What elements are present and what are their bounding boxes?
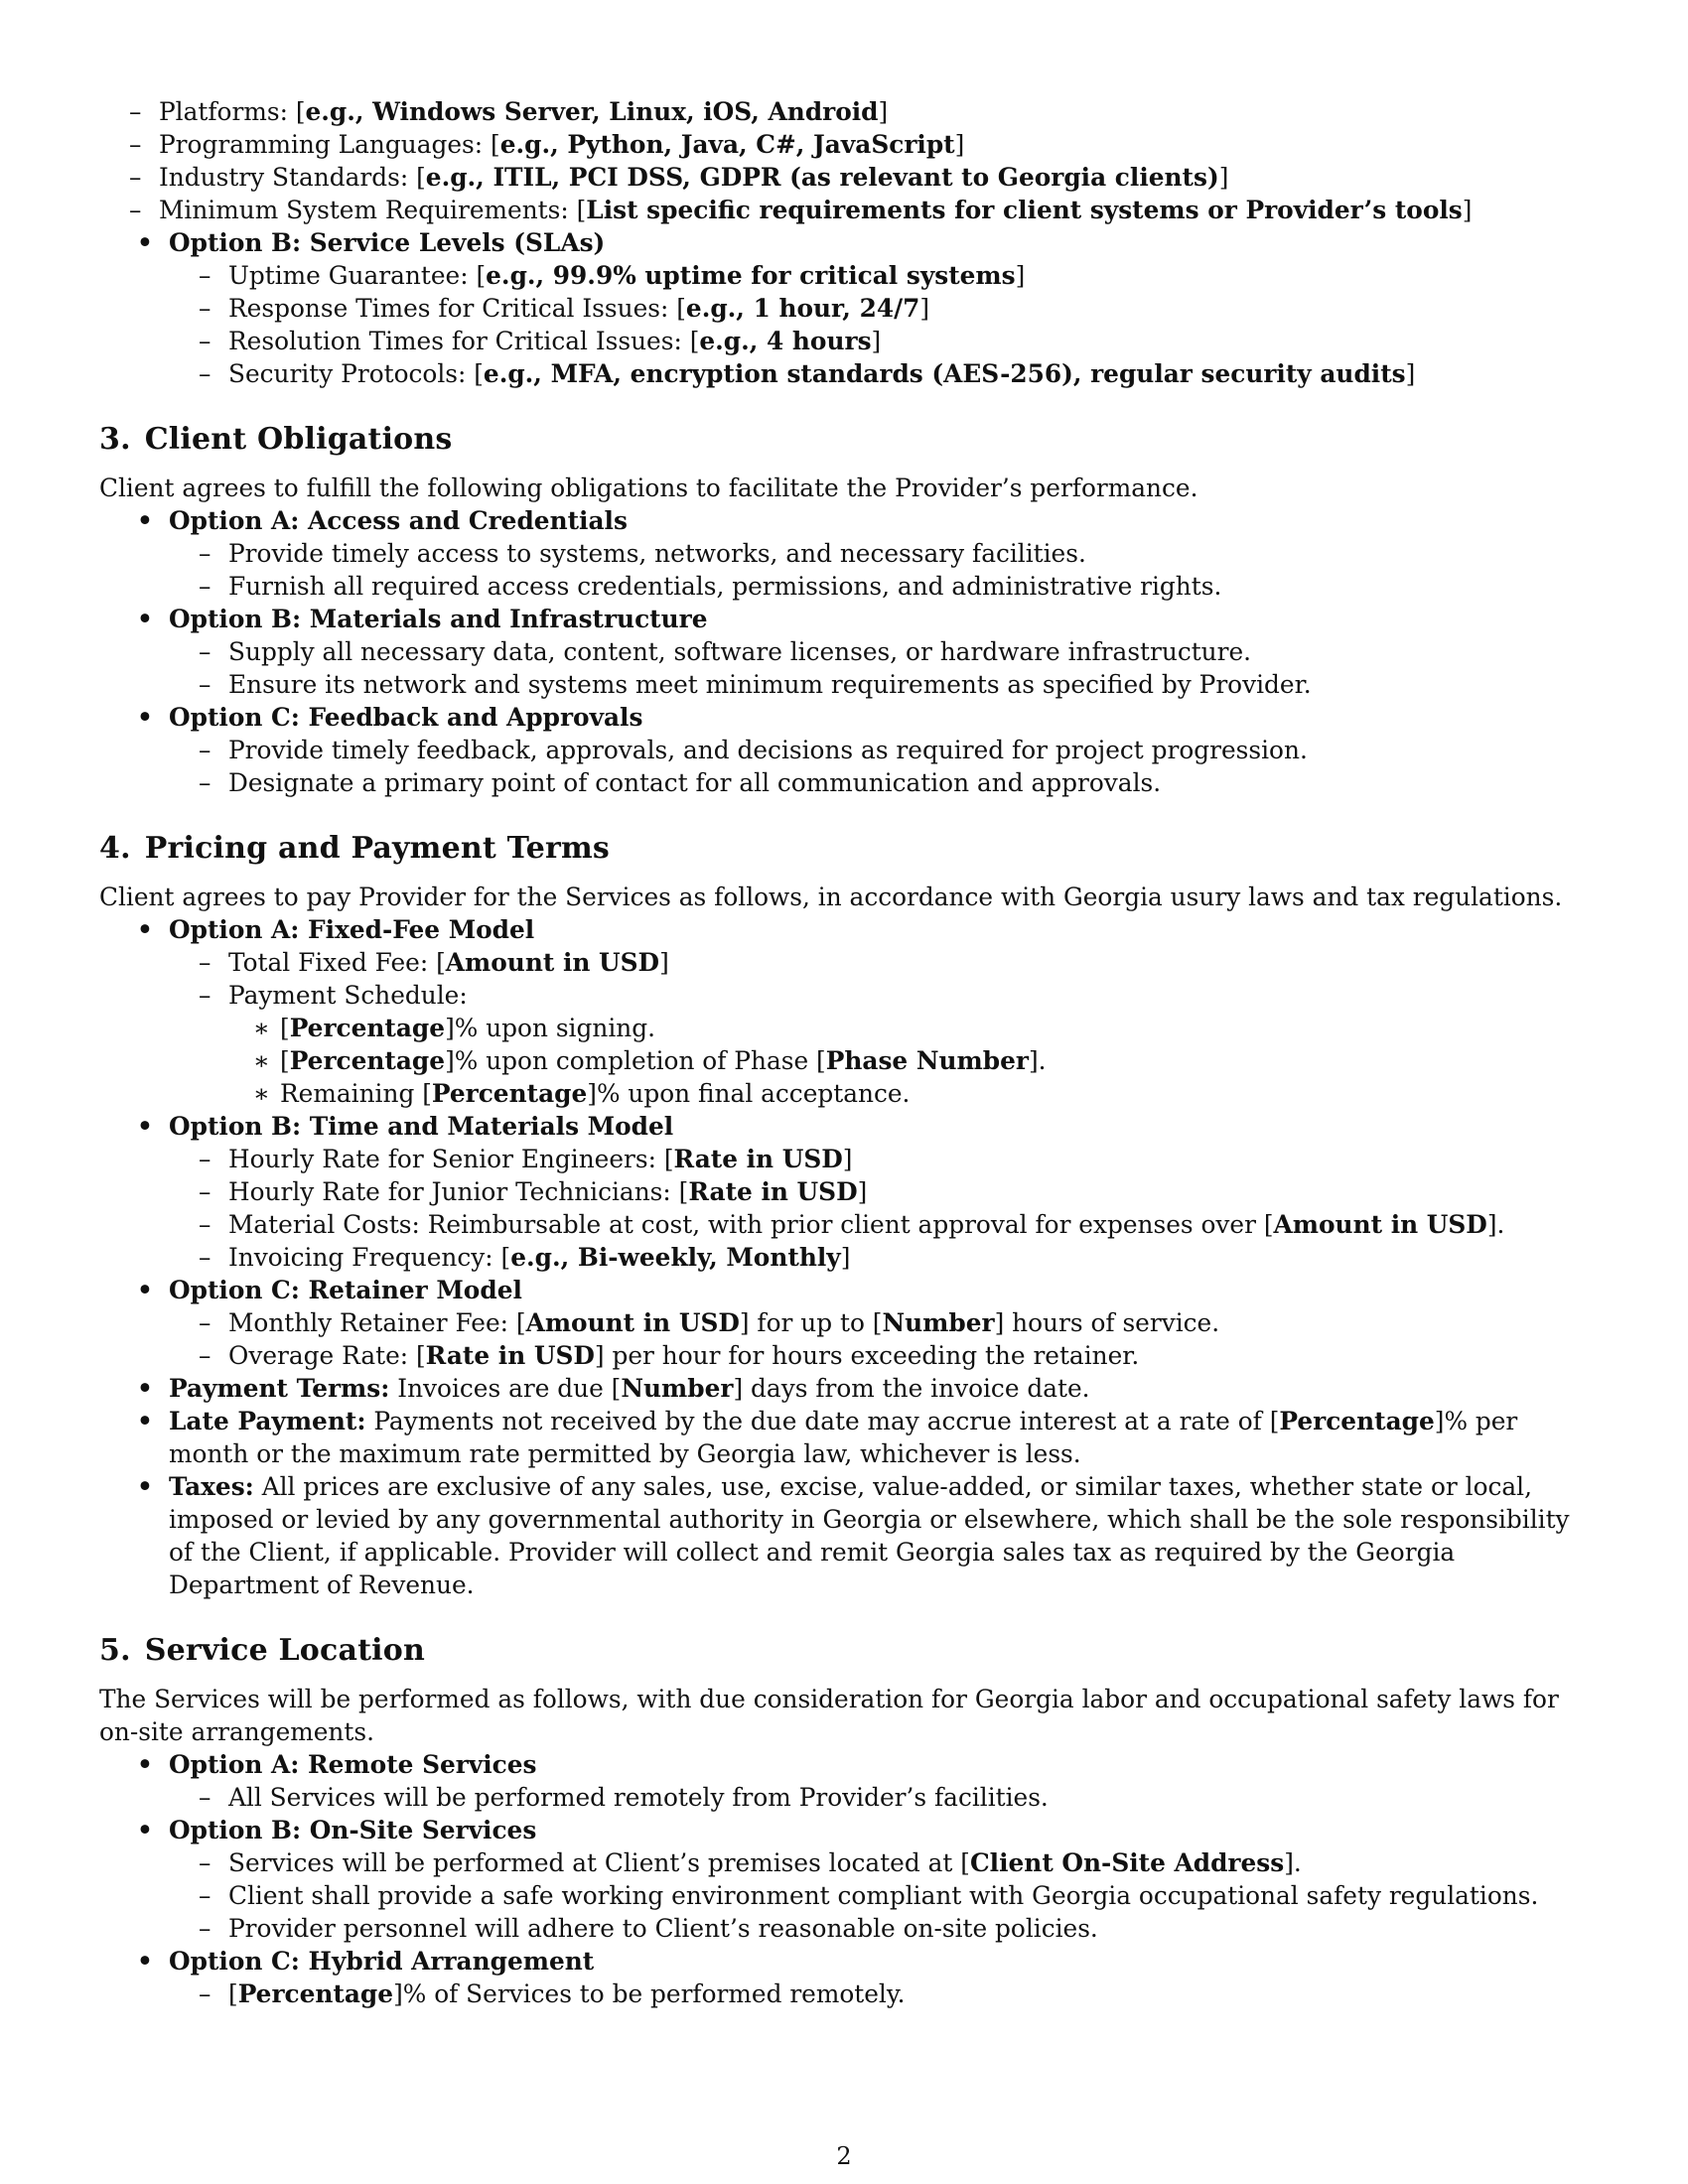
list-item: ∗ [Percentage]% upon signing.	[253, 1014, 655, 1042]
page-number: 2	[836, 2142, 852, 2170]
list-item: – Provide timely access to systems, networks, and necessary facilities.	[199, 539, 1086, 568]
option-item: • Option B: Service Levels (SLAs) – Uptime Guarantee: [e.g., 99.9% uptime for critical systems] – Response Times for Critical Issues: [e.g., 1 hour, 24/7] – Resolution Times for Critical Issues: [e.g., 4 hours] – Security Protocols: [e.g., MFA, encryption standards (AES-256), regular security audits]	[99, 226, 1591, 390]
list-item: – Overage Rate: [Rate in USD] per hour for hours exceeding the retainer.	[199, 1341, 1140, 1370]
list-item: – Resolution Times for Critical Issues: [e.g., 4 hours]	[199, 327, 882, 355]
list-item: – Provide timely feedback, approvals, and decisions as required for project progression.	[199, 736, 1308, 764]
section-client-obligations	[99, 420, 1591, 799]
section-intro: Client agrees to fulfill the following obligations to facilitate the Provider’s performance.	[99, 474, 1198, 502]
list-item: – Hourly Rate for Junior Technicians: [Rate in USD]	[199, 1177, 868, 1206]
list-item: – [Percentage]% of Services to be performed remotely.	[199, 1979, 906, 2008]
option-item: • Option B: On-Site Services – Services will be performed at Client’s premises located at [Client On-Site Address]. – Client shall provide a safe working environment compliant with Georgia occupational safety regulations. – Provider personnel will adhere to Client’s reasonable on-site policies.	[99, 1814, 1591, 1945]
option-item: • Option A: Fixed-Fee Model – Total Fixed Fee: [Amount in USD] – Payment Schedule: ∗ [Percentage]% upon signing. ∗ [Percentage]% upon completion of Phase [Phase Number]. ∗ Remaining [Percentage]% upon final acceptance.	[99, 913, 1591, 1110]
list-item: ∗ [Percentage]% upon completion of Phase [Phase Number].	[253, 1046, 1047, 1075]
list-item: – Client shall provide a safe working environment compliant with Georgia occupational safety regulations.	[199, 1881, 1539, 1910]
list-item: – Hourly Rate for Senior Engineers: [Rate in USD]	[199, 1145, 853, 1173]
list-item: – Material Costs: Reimbursable at cost, with prior client approval for expenses over [Amount in USD].	[199, 1210, 1505, 1239]
section-heading: 4. Pricing and Payment Terms	[99, 831, 611, 866]
list-item: – Response Times for Critical Issues: [e.g., 1 hour, 24/7]	[199, 294, 930, 323]
list-item: ∗ Remaining [Percentage]% upon final acceptance.	[253, 1079, 911, 1108]
option-item: • Option A: Remote Services – All Services will be performed remotely from Provider’s facilities.	[99, 1748, 1591, 1814]
option-item: • Option C: Retainer Model – Monthly Retainer Fee: [Amount in USD] for up to [Number] hours of service. – Overage Rate: [Rate in USD] per hour for hours exceeding the retainer.	[99, 1274, 1591, 1372]
section-pricing	[99, 829, 1591, 1601]
payment-terms-item: • Payment Terms: Invoices are due [Number] days from the invoice date.	[137, 1374, 1090, 1403]
list-item: – Programming Languages: [e.g., Python, Java, C#, JavaScript]	[129, 130, 965, 159]
late-payment-item: • Late Payment: Payments not received by the due date may accrue interest at a rate of [Percentage]% per month or the maximum rate permitted by Georgia law, whichever is less.	[137, 1407, 1518, 1468]
list-item: – Platforms: [e.g., Windows Server, Linux, iOS, Android]	[129, 97, 889, 126]
option-item: • Option A: Access and Credentials – Provide timely access to systems, networks, and necessary facilities. – Furnish all required access credentials, permissions, and administrative rights.	[99, 504, 1591, 603]
section-intro: The Services will be performed as follows, with due consideration for Georgia labor and occupational safety laws for on-site arrangements.	[99, 1685, 1559, 1746]
list-item: – Invoicing Frequency: [e.g., Bi-weekly, Monthly]	[199, 1243, 851, 1272]
taxes-item: • Taxes: All prices are exclusive of any sales, use, excise, value-added, or similar taxes, whether state or local, imposed or levied by any governmental authority in Georgia or elsewhere, which shall be the sole responsibility of the Client, if applicable. Provider will collect and remit Georgia sales tax as required by the Georgia Department of Revenue.	[137, 1472, 1570, 1599]
option-item: • Option B: Materials and Infrastructure – Supply all necessary data, content, software licenses, or hardware infrastructure. – Ensure its network and systems meet minimum requirements as specified by Provider.	[99, 603, 1591, 701]
list-item: – Total Fixed Fee: [Amount in USD]	[199, 948, 669, 977]
document-page	[99, 95, 1591, 2010]
list-item: – Payment Schedule: ∗ [Percentage]% upon signing. ∗ [Percentage]% upon completion of Phase [Phase Number]. ∗ Remaining [Percentage]% upon final acceptance.	[169, 979, 1591, 1110]
option-title: Option B: Service Levels (SLAs)	[169, 228, 606, 257]
section-service-location	[99, 1631, 1591, 2010]
list-item: – Minimum System Requirements: [List specific requirements for client systems or Provider’s tools]	[129, 196, 1473, 224]
list-item: – Uptime Guarantee: [e.g., 99.9% uptime for critical systems]	[199, 261, 1026, 290]
list-item: – Monthly Retainer Fee: [Amount in USD] for up to [Number] hours of service.	[199, 1308, 1220, 1337]
list-item: – Designate a primary point of contact for all communication and approvals.	[199, 768, 1162, 797]
list-item: – Services will be performed at Client’s premises located at [Client On-Site Address].	[199, 1848, 1302, 1877]
list-item: – Security Protocols: [e.g., MFA, encryption standards (AES-256), regular security audits]	[199, 359, 1416, 388]
list-item: – All Services will be performed remotely from Provider’s facilities.	[199, 1783, 1049, 1812]
list-item: – Ensure its network and systems meet minimum requirements as specified by Provider.	[199, 670, 1312, 699]
list-item: – Industry Standards: [e.g., ITIL, PCI DSS, GDPR (as relevant to Georgia clients)]	[129, 163, 1229, 192]
section2-continuation	[99, 95, 1591, 226]
list-item: – Provider personnel will adhere to Client’s reasonable on-site policies.	[199, 1914, 1098, 1943]
section-heading: 5. Service Location	[99, 1633, 425, 1668]
list-item: – Supply all necessary data, content, software licenses, or hardware infrastructure.	[199, 637, 1252, 666]
section-intro: Client agrees to pay Provider for the Services as follows, in accordance with Georgia usury laws and tax regulations.	[99, 883, 1563, 911]
option-item: • Option C: Hybrid Arrangement – [Percentage]% of Services to be performed remotely.	[99, 1945, 1591, 2010]
section-heading: 3. Client Obligations	[99, 422, 453, 457]
option-item: • Option C: Feedback and Approvals – Provide timely feedback, approvals, and decisions as required for project progression. – Designate a primary point of contact for all communication and approvals.	[99, 701, 1591, 799]
option-item: • Option B: Time and Materials Model – Hourly Rate for Senior Engineers: [Rate in USD] – Hourly Rate for Junior Technicians: [Rate in USD] – Material Costs: Reimbursable at cost, with prior client approval for expenses over [Amount in USD]. – Invoicing Frequency: [e.g., Bi-weekly, Monthly]	[99, 1110, 1591, 1274]
list-item: – Furnish all required access credentials, permissions, and administrative rights.	[199, 572, 1222, 601]
